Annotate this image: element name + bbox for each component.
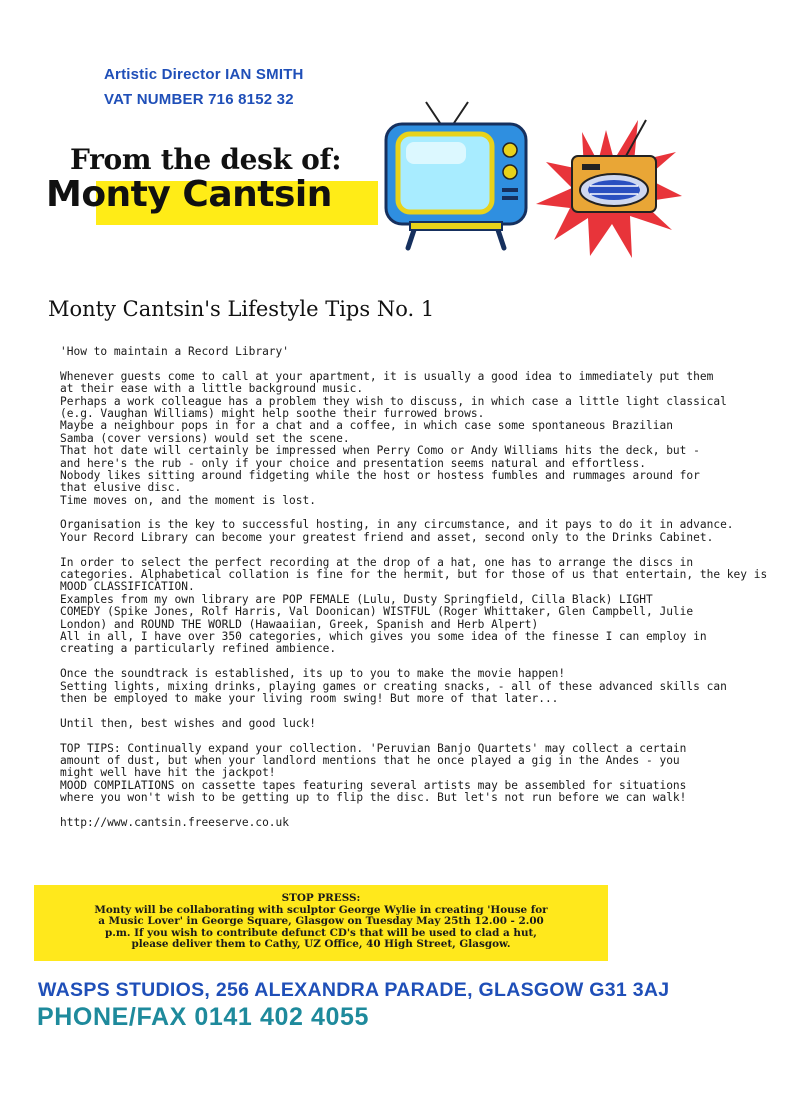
article-line: All in all, I have over 350 categories, which gives you some idea of the finesse I can employ in (60, 629, 707, 643)
article-line: Setting lights, mixing drinks, playing games or creating snacks, - all of these advanced skills can (60, 679, 727, 693)
article-line: at their ease with a little background music. (60, 382, 364, 396)
tv-radio-illustration (376, 100, 686, 260)
article-line: 'How to maintain a Record Library' (60, 345, 290, 358)
paragraph-gap (60, 358, 660, 370)
article-line: and here's the rub - only if your choice and presentation seems natural and effortless. (60, 456, 646, 470)
radio-icon (572, 120, 656, 212)
article-line: Maybe a neighbour pops in for a chat and a coffee, in which case some spontaneous Brazilian (60, 419, 673, 433)
article-line: creating a particularly refined ambience. (60, 642, 337, 656)
article-line: Samba (cover versions) would set the scene. (60, 431, 350, 445)
article-line: Once the soundtrack is established, its up to you to make the movie happen! (60, 667, 566, 681)
article-line: Until then, best wishes and good luck! (60, 716, 316, 730)
article-line: Nobody likes sitting around fidgeting while the host or hostess fumbles and rummages around for (60, 468, 700, 482)
stop-press-line: Monty will be collaborating with sculptor George Wylie in creating 'House for (94, 903, 548, 916)
article-line: MOOD COMPILATIONS on cassette tapes featuring several artists may be assembled for situations (60, 778, 687, 792)
article-line: categories. Alphabetical collation is fine for the hermit, but for those of us that entertain, the key is (60, 568, 768, 582)
website-link[interactable]: http://www.cantsin.freeserve.co.uk (60, 815, 290, 829)
article-line: where you won't wish to be getting up to flip the disc. But let's not run before we can walk! (60, 791, 687, 805)
stop-press-line: a Music Lover' in George Square, Glasgow on Tuesday May 25th 12.00 - 2.00 (98, 915, 544, 928)
director-line: Artistic Director IAN SMITH (104, 66, 304, 83)
article-line: (e.g. Vaughan Williams) might help soothe their furrowed brows. (60, 406, 485, 420)
article-line: then be employed to make your living room swing! But more of that later... (60, 691, 559, 705)
stop-press-heading: STOP PRESS: (281, 892, 361, 904)
stop-press-line: please deliver them to Cathy, UZ Office, 40 High Street, Glasgow. (131, 938, 511, 951)
article-line: Whenever guests come to call at your apartment, it is usually a good idea to immediately put them (60, 369, 714, 383)
stop-press-line: p.m. If you wish to contribute defunct CD's that will be used to clad a hut, (105, 926, 537, 939)
paragraph-gap (60, 544, 660, 556)
desk-name: Monty Cantsin (46, 174, 332, 215)
article-line: Examples from my own library are POP FEMALE (Lulu, Dusty Springfield, Cilla Black) LIGHT (60, 592, 653, 606)
article-line: Time moves on, and the moment is lost. (60, 493, 316, 507)
article-line: MOOD CLASSIFICATION. (60, 580, 195, 594)
article-line: amount of dust, but when your landlord mentions that he once played a gig in the Andes - you (60, 753, 680, 767)
article-line: That hot date will certainly be impressed when Perry Como or Andy Williams hits the deck, but - (60, 444, 700, 458)
article-line: Perhaps a work colleague has a problem they wish to discuss, in which case a little light classical (60, 394, 727, 408)
paragraph-gap (60, 804, 660, 816)
television-icon (386, 102, 526, 248)
paragraph-gap (60, 730, 660, 742)
footer-phone: PHONE/FAX 0141 402 4055 (37, 1003, 370, 1031)
article-line: Organisation is the key to successful hosting, in any circumstance, and it pays to do it in advance. (60, 518, 734, 532)
paragraph-gap (60, 705, 660, 717)
article-line: might well have hit the jackpot! (60, 766, 276, 780)
from-desk-heading: From the desk of: (70, 143, 342, 176)
footer-address: WASPS STUDIOS, 256 ALEXANDRA PARADE, GLASGOW G31 3AJ (38, 979, 670, 1001)
article-line: TOP TIPS: Continually expand your collection. 'Peruvian Banjo Quartets' may collect a certain (60, 741, 687, 755)
tips-title: Monty Cantsin's Lifestyle Tips No. 1 (48, 297, 435, 321)
stop-press-text (34, 893, 608, 951)
article-line: Your Record Library can become your greatest friend and asset, second only to the Drinks Cabinet. (60, 530, 714, 544)
article-line: London) and ROUND THE WORLD (Hawaaiian, Greek, Spanish and Herb Alpert) (60, 617, 539, 631)
article-line: that elusive disc. (60, 481, 182, 495)
article-body (60, 345, 768, 829)
article-line: COMEDY (Spike Jones, Rolf Harris, Val Doonican) WISTFUL (Roger Whittaker, Glen Campbell, Julie (60, 605, 694, 619)
article-line: In order to select the perfect recording at the drop of a hat, one has to arrange the discs in (60, 555, 694, 569)
vat-number: VAT NUMBER 716 8152 32 (104, 91, 294, 108)
